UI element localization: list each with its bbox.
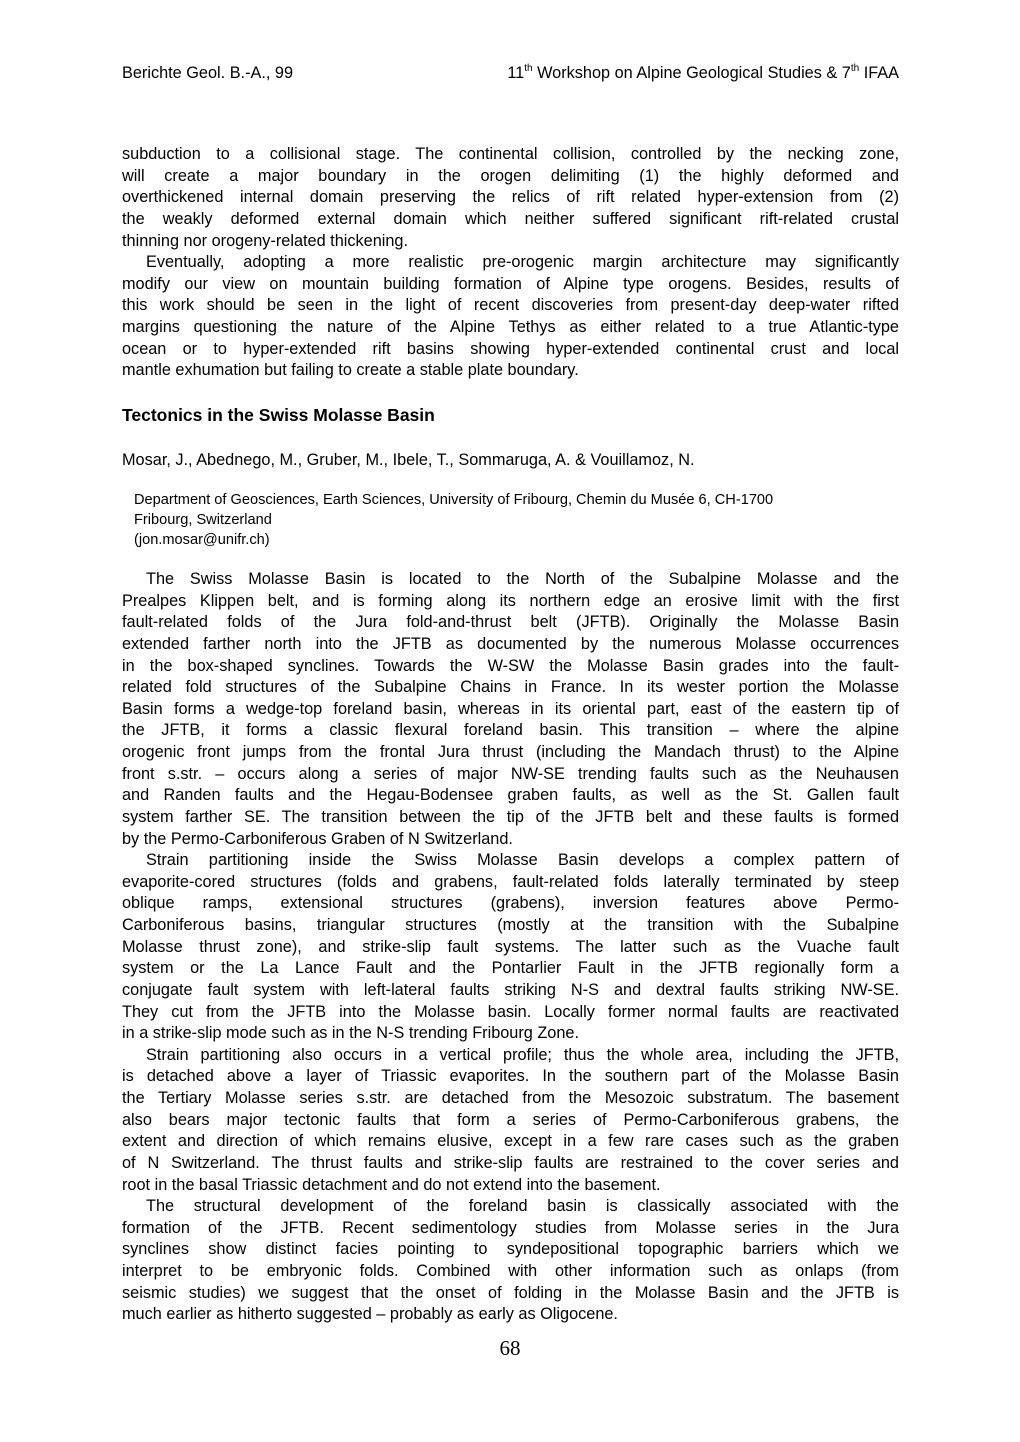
paragraph [122,850,899,1045]
article-authors: Mosar, J., Abednego, M., Gruber, M., Ibele, T., Sommaruga, A. & Vouillamoz, N. [122,451,695,469]
text-line: fault-related folds of the Jura fold-and-thrust belt (JFTB). Originally the Molasse Basin [122,613,899,632]
text-line: Basin forms a wedge-top foreland basin, whereas in its oriental part, east of the eastern tip of [122,699,899,718]
text-line: Strain partitioning also occurs in a vertical profile; thus the whole area, including the JFTB, [146,1045,899,1064]
text-line: interpret to be embryonic folds. Combined with other information such as onlaps (from [122,1262,899,1280]
text-line: ocean or to hyper-extended rift basins showing hyper-extended continental crust and local [122,339,899,358]
author-affiliation [134,490,773,550]
text-line: modify our view on mountain building formation of Alpine type orogens. Besides, results of [122,274,899,293]
header-text: IFAA [859,64,899,82]
text-line: They cut from the JFTB into the Molasse basin. Locally former normal faults are reactivated [122,1002,899,1021]
text-line: system or the La Lance Fault and the Pontarlier Fault in the JFTB regionally form a [122,959,899,978]
affiliation-line: Department of Geosciences, Earth Sciences, University of Fribourg, Chemin du Musée 6, CH-1700 [134,492,774,508]
text-line: the weakly deformed external domain which neither suffered significant rift-related crustal [122,209,899,228]
text-line: system farther SE. The transition between the tip of the JFTB belt and these faults is formed [122,807,899,826]
text-line: by the Permo-Carboniferous Graben of N Switzerland. [122,829,513,848]
article-title: Tectonics in the Swiss Molasse Basin [122,405,435,425]
text-line: front s.str. – occurs along a series of major NW-SE trending faults such as the Neuhausen [122,764,899,783]
text-line: seismic studies) we suggest that the onset of folding in the Molasse Basin and the JFTB is [122,1283,899,1302]
running-header-journal: Berichte Geol. B.-A., 99 [122,64,294,82]
text-line: in the box-shaped synclines. Towards the W-SW the Molasse Basin grades into the fault- [122,656,899,675]
affiliation-line: Fribourg, Switzerland [134,512,272,528]
text-line: evaporite-cored structures (folds and grabens, fault-related folds laterally terminated by steep [122,872,899,891]
text-line: mantle exhumation but failing to create a stable plate boundary. [122,361,579,380]
header-superscript: th [850,63,860,74]
header-superscript: th [524,63,533,74]
article-body [122,569,899,1326]
paragraph [122,1196,899,1326]
text-line: much earlier as hitherto suggested – probably as early as Oligocene. [122,1305,618,1324]
text-line: overthickened internal domain preserving the relics of rift related hyper-extension from (2) [122,188,899,207]
previous-article-text [122,144,899,382]
paragraph [122,569,899,850]
text-line: formation of the JFTB. Recent sedimentology studies from Molasse series in the Jura [122,1218,899,1237]
text-line: conjugate fault system with left-lateral faults striking N-S and dextral faults striking NW-SE. [122,980,899,999]
header-text: Workshop on Alpine Geological Studies & 7 [532,64,851,82]
text-line: thinning nor orogeny-related thickening. [122,231,409,250]
text-line: Prealpes Klippen belt, and is forming along its northern edge an erosive limit with the first [122,591,899,610]
running-header-workshop [507,62,899,84]
text-line: The structural development of the foreland basin is classically associated with the [146,1197,899,1216]
text-line: Strain partitioning inside the Swiss Molasse Basin develops a complex pattern of [146,851,899,870]
text-line: this work should be seen in the light of recent discoveries from present-day deep-water rifted [122,296,899,315]
paragraph [122,252,899,382]
text-line: extended farther north into the JFTB as documented by the numerous Molasse occurrences [122,634,899,653]
text-line: the Tertiary Molasse series s.str. are detached from the Mesozoic substratum. The basement [122,1089,899,1107]
text-line: oblique ramps, extensional structures (grabens), inversion features above Permo- [122,894,899,913]
text-line: is detached above a layer of Triassic evaporites. In the southern part of the Molasse Basin [122,1067,899,1086]
text-line: in a strike-slip mode such as in the N-S trending Fribourg Zone. [122,1024,579,1043]
text-line: related fold structures of the Subalpine Chains in France. In its wester portion the Molasse [122,678,899,697]
text-line: and Randen faults and the Hegau-Bodensee graben faults, as well as the St. Gallen fault [122,786,899,805]
text-line: the JFTB, it forms a classic flexural foreland basin. This transition – where the alpine [122,721,899,740]
text-line: Eventually, adopting a more realistic pre-orogenic margin architecture may significantly [146,253,899,272]
text-line: will create a major boundary in the orogen delimiting (1) the highly deformed and [122,166,899,185]
text-line: of N Switzerland. The thrust faults and strike-slip faults are restrained to the cover series and [122,1153,899,1172]
text-line: root in the basal Triassic detachment and do not extend into the basement. [122,1175,661,1194]
text-line: also bears major tectonic faults that form a series of Permo-Carboniferous grabens, the [122,1110,899,1129]
paragraph [122,144,899,252]
text-line: Carboniferous basins, triangular structures (mostly at the transition with the Subalpine [122,916,899,934]
header-text: 11 [507,64,525,82]
text-line: orogenic front jumps from the frontal Jura thrust (including the Mandach thrust) to the Alpine [122,743,899,761]
text-line: synclines show distinct facies pointing to syndepositional topographic barriers which we [122,1240,899,1259]
text-line: margins questioning the nature of the Alpine Tethys as either related to a true Atlantic-type [122,318,899,336]
affiliation-email: (jon.mosar@unifr.ch) [134,532,270,548]
text-line: subduction to a collisional stage. The continental collision, controlled by the necking zone, [122,145,899,163]
page-number: 68 [499,1336,521,1360]
text-line: Molasse thrust zone), and strike-slip fault systems. The latter such as the Vuache fault [122,937,899,956]
text-line: extent and direction of which remains elusive, except in a few rare cases such as the graben [122,1132,899,1151]
paragraph [122,1045,899,1196]
text-line: The Swiss Molasse Basin is located to the North of the Subalpine Molasse and the [146,570,899,588]
